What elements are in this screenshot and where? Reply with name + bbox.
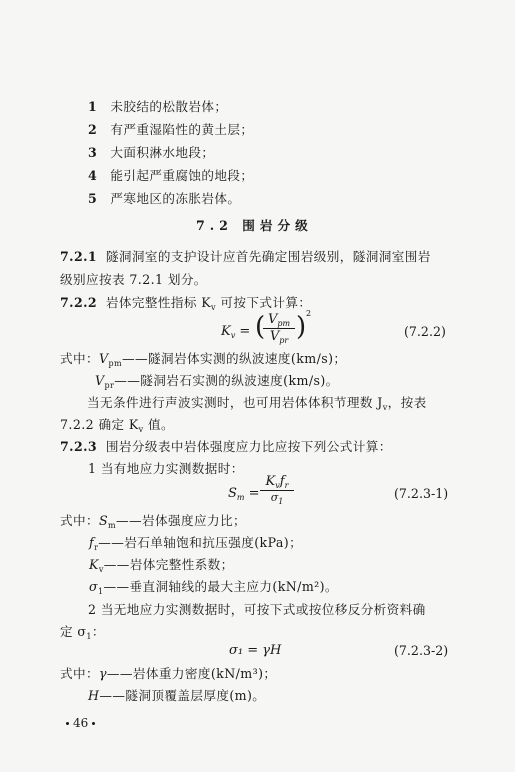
definition-text: ——岩体重力密度(kN/m³)； xyxy=(106,666,277,681)
equation-number: (7.2.2) xyxy=(404,324,446,339)
clause-7-2-1 xyxy=(60,249,431,265)
where-prefix: 式中： xyxy=(60,513,99,528)
subscript: m xyxy=(108,521,117,530)
equation-number: (7.2.3-1) xyxy=(394,486,449,501)
symbol: K xyxy=(221,324,231,339)
definition-text: ——隧洞岩体实测的纵波速度(km/s)； xyxy=(122,351,347,366)
clause-7-2-3 xyxy=(60,439,392,455)
formula-lhs: $K_v$ = xyxy=(221,324,251,340)
definition-row xyxy=(60,666,276,682)
definition-row xyxy=(89,579,338,600)
list-item xyxy=(88,168,253,184)
definition-text: ——垂直洞轴线的最大主应力(kN/m²)。 xyxy=(103,579,338,594)
subscript: pr xyxy=(104,381,115,390)
page-number-text: 46 xyxy=(73,716,89,730)
subscript: pm xyxy=(108,359,122,368)
list-item xyxy=(88,122,253,138)
subscript: 1 xyxy=(278,497,284,506)
symbol: γ xyxy=(98,666,107,681)
formula-lhs: $S_m$ = xyxy=(228,486,260,502)
symbol: H xyxy=(88,688,100,703)
symbol: S xyxy=(98,513,109,528)
dot-icon xyxy=(92,722,95,725)
definition-text: ——岩石单轴饱和抗压强度(kPa)； xyxy=(98,535,303,550)
note-text: 7.2.2 确定 K xyxy=(60,417,139,432)
list-item-text: 严寒地区的冻胀岩体。 xyxy=(110,191,241,206)
symbol: V xyxy=(95,373,105,388)
definition-row xyxy=(60,513,246,534)
sub-item: 1 当有地应力实测数据时： xyxy=(88,461,244,476)
numerator: f xyxy=(279,474,285,489)
definition-text: ——隧洞顶覆盖层厚度(m)。 xyxy=(99,688,266,703)
fraction xyxy=(263,312,295,345)
numerator: K xyxy=(265,474,276,489)
clause-text: 岩体完整性指标 K xyxy=(105,295,212,310)
list-item-number: 1 xyxy=(88,99,98,114)
numerator: V xyxy=(267,312,278,327)
note-paragraph-continuation xyxy=(60,417,174,438)
subscript: v xyxy=(382,403,388,412)
subscript: v xyxy=(211,303,216,312)
note-text-end: ，按表 xyxy=(387,395,427,410)
clause-text: 隧洞洞室的支护设计应首先确定围岩级别，隧洞洞室围岩 xyxy=(105,249,431,264)
clause-text: 围岩分级表中岩体强度应力比应按下列公式计算： xyxy=(105,439,392,454)
definition-row xyxy=(89,557,234,578)
definition-text: ——岩体强度应力比； xyxy=(116,513,246,528)
clause-number: 7.2.2 xyxy=(60,295,98,310)
dot-icon xyxy=(66,722,69,725)
note-text-end: 值。 xyxy=(143,417,174,432)
symbol: K xyxy=(89,557,99,572)
clause-number: 7.2.3 xyxy=(60,439,98,454)
subscript: v xyxy=(275,481,280,490)
note-paragraph xyxy=(87,395,427,416)
subscript: pr xyxy=(279,336,289,345)
definition-row xyxy=(89,535,302,556)
sub-item-continuation xyxy=(60,624,105,645)
section-heading: 7.2 围岩分级 xyxy=(196,218,313,233)
clause-number: 7.2.1 xyxy=(60,249,98,264)
subscript: r xyxy=(94,543,99,552)
sub-item-text-end: ： xyxy=(91,624,105,639)
symbol: S xyxy=(228,486,237,501)
clause-continuation: 级别应按表 7.2.1 划分。 xyxy=(60,272,207,287)
list-item-text: 能引起严重腐蚀的地段； xyxy=(110,168,254,183)
where-prefix: 式中： xyxy=(60,666,99,681)
sub-item-text: 定 σ xyxy=(60,624,87,639)
where-prefix: 式中： xyxy=(60,351,99,366)
list-item-text: 大面积淋水地段； xyxy=(110,145,215,160)
definition-row xyxy=(88,688,265,704)
subscript: r xyxy=(284,481,289,490)
symbol: σ xyxy=(89,579,98,594)
symbol: f xyxy=(89,535,95,550)
list-item xyxy=(88,145,214,161)
definition-text: ——隧洞岩石实测的纵波速度(km/s)。 xyxy=(114,373,339,388)
clause-text-end: 可按下式计算： xyxy=(215,295,312,310)
note-text: 当无条件进行声波实测时，也可用岩体体积节理数 J xyxy=(87,395,383,410)
symbol: V xyxy=(98,351,109,366)
definition-row xyxy=(95,373,339,394)
subscript: m xyxy=(236,493,245,502)
subscript: v xyxy=(138,425,144,434)
denominator: V xyxy=(269,329,280,344)
exponent: 2 xyxy=(306,309,312,318)
subscript: pm xyxy=(277,319,291,328)
subscript: 1 xyxy=(98,587,104,596)
subscript: v xyxy=(230,331,236,340)
list-item-number: 5 xyxy=(88,191,98,206)
list-item-number: 4 xyxy=(88,168,98,183)
page-number xyxy=(62,716,99,730)
denominator: σ xyxy=(270,491,279,504)
list-item xyxy=(88,99,227,115)
formula-7-2-3-2: σ₁ = γH xyxy=(229,643,282,658)
list-item-number: 3 xyxy=(88,145,98,160)
subscript: v xyxy=(98,565,104,574)
left-paren: ( xyxy=(255,312,266,342)
equation-number: (7.2.3-2) xyxy=(394,643,449,658)
definition-text: ——岩体完整性系数； xyxy=(103,557,234,572)
list-item-text: 未胶结的松散岩体； xyxy=(110,99,228,114)
list-item-text: 有严重湿陷性的黄土层； xyxy=(110,122,254,137)
subscript: 1 xyxy=(86,632,92,641)
fraction xyxy=(260,474,294,506)
right-paren: ) xyxy=(296,312,307,342)
list-item xyxy=(88,191,240,207)
list-item-number: 2 xyxy=(88,122,98,137)
sub-item: 2 当无地应力实测数据时，可按下式或按位移反分析资料确 xyxy=(88,602,426,617)
definition-row xyxy=(60,351,346,372)
